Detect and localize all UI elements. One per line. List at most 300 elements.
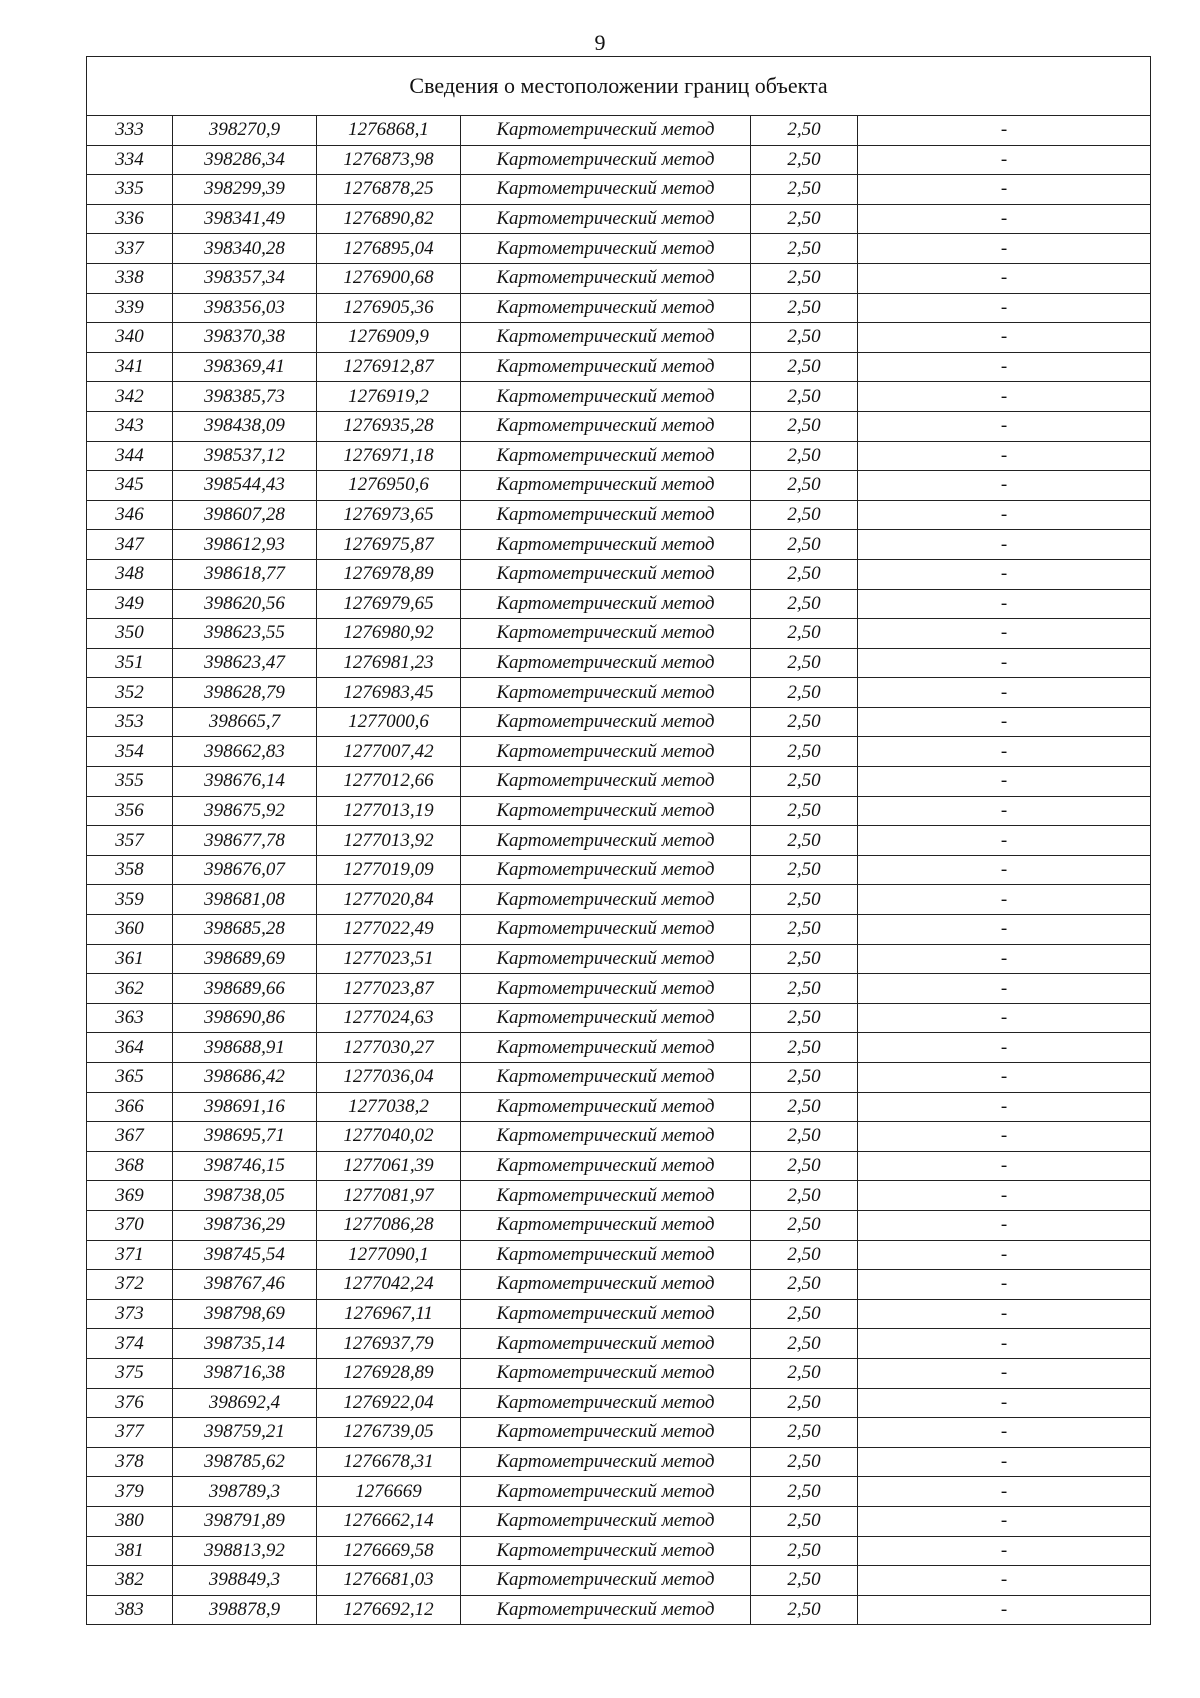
y-coordinate-cell: 1276873,98 [317, 145, 461, 175]
description-cell: - [858, 1181, 1151, 1211]
table-row [87, 1270, 1151, 1300]
method-cell: Картометрический метод [461, 1595, 751, 1625]
x-coordinate-cell: 398544,43 [173, 471, 317, 501]
x-coordinate-cell: 398791,89 [173, 1506, 317, 1536]
table-row [87, 1181, 1151, 1211]
point-number-cell: 344 [87, 441, 173, 471]
x-coordinate-cell: 398628,79 [173, 678, 317, 708]
x-coordinate-cell: 398369,41 [173, 352, 317, 382]
accuracy-cell: 2,50 [751, 1210, 858, 1240]
x-coordinate-cell: 398785,62 [173, 1447, 317, 1477]
method-cell: Картометрический метод [461, 145, 751, 175]
method-cell: Картометрический метод [461, 382, 751, 412]
point-number-cell: 333 [87, 116, 173, 146]
x-coordinate-cell: 398767,46 [173, 1270, 317, 1300]
y-coordinate-cell: 1277081,97 [317, 1181, 461, 1211]
method-cell: Картометрический метод [461, 678, 751, 708]
point-number-cell: 342 [87, 382, 173, 412]
table-row [87, 263, 1151, 293]
accuracy-cell: 2,50 [751, 796, 858, 826]
y-coordinate-cell: 1276895,04 [317, 234, 461, 264]
x-coordinate-cell: 398735,14 [173, 1329, 317, 1359]
x-coordinate-cell: 398537,12 [173, 441, 317, 471]
accuracy-cell: 2,50 [751, 116, 858, 146]
accuracy-cell: 2,50 [751, 263, 858, 293]
x-coordinate-cell: 398356,03 [173, 293, 317, 323]
y-coordinate-cell: 1276909,9 [317, 323, 461, 353]
point-number-cell: 347 [87, 530, 173, 560]
method-cell: Картометрический метод [461, 1418, 751, 1448]
y-coordinate-cell: 1276662,14 [317, 1506, 461, 1536]
y-coordinate-cell: 1277024,63 [317, 1003, 461, 1033]
y-coordinate-cell: 1277040,02 [317, 1122, 461, 1152]
point-number-cell: 361 [87, 944, 173, 974]
y-coordinate-cell: 1277061,39 [317, 1151, 461, 1181]
table-row [87, 1388, 1151, 1418]
method-cell: Картометрический метод [461, 826, 751, 856]
description-cell: - [858, 116, 1151, 146]
table-row [87, 234, 1151, 264]
table-row [87, 826, 1151, 856]
description-cell: - [858, 767, 1151, 797]
y-coordinate-cell: 1276900,68 [317, 263, 461, 293]
x-coordinate-cell: 398798,69 [173, 1299, 317, 1329]
y-coordinate-cell: 1276692,12 [317, 1595, 461, 1625]
x-coordinate-cell: 398681,08 [173, 885, 317, 915]
method-cell: Картометрический метод [461, 767, 751, 797]
description-cell: - [858, 619, 1151, 649]
accuracy-cell: 2,50 [751, 411, 858, 441]
method-cell: Картометрический метод [461, 1477, 751, 1507]
point-number-cell: 351 [87, 648, 173, 678]
description-cell: - [858, 441, 1151, 471]
description-cell: - [858, 500, 1151, 530]
method-cell: Картометрический метод [461, 589, 751, 619]
method-cell: Картометрический метод [461, 1270, 751, 1300]
accuracy-cell: 2,50 [751, 559, 858, 589]
description-cell: - [858, 323, 1151, 353]
description-cell: - [858, 352, 1151, 382]
table-row [87, 1063, 1151, 1093]
description-cell: - [858, 1536, 1151, 1566]
table-row [87, 1122, 1151, 1152]
method-cell: Картометрический метод [461, 204, 751, 234]
y-coordinate-cell: 1276739,05 [317, 1418, 461, 1448]
point-number-cell: 341 [87, 352, 173, 382]
y-coordinate-cell: 1276967,11 [317, 1299, 461, 1329]
x-coordinate-cell: 398746,15 [173, 1151, 317, 1181]
x-coordinate-cell: 398299,39 [173, 175, 317, 205]
point-number-cell: 373 [87, 1299, 173, 1329]
description-cell: - [858, 1447, 1151, 1477]
accuracy-cell: 2,50 [751, 1299, 858, 1329]
x-coordinate-cell: 398738,05 [173, 1181, 317, 1211]
y-coordinate-cell: 1276878,25 [317, 175, 461, 205]
accuracy-cell: 2,50 [751, 1033, 858, 1063]
y-coordinate-cell: 1277020,84 [317, 885, 461, 915]
point-number-cell: 340 [87, 323, 173, 353]
point-number-cell: 365 [87, 1063, 173, 1093]
method-cell: Картометрический метод [461, 411, 751, 441]
method-cell: Картометрический метод [461, 737, 751, 767]
method-cell: Картометрический метод [461, 885, 751, 915]
description-cell: - [858, 204, 1151, 234]
boundary-coordinates-table [86, 56, 1151, 1625]
point-number-cell: 354 [87, 737, 173, 767]
method-cell: Картометрический метод [461, 263, 751, 293]
y-coordinate-cell: 1277090,1 [317, 1240, 461, 1270]
description-cell: - [858, 1151, 1151, 1181]
accuracy-cell: 2,50 [751, 234, 858, 264]
point-number-cell: 378 [87, 1447, 173, 1477]
x-coordinate-cell: 398612,93 [173, 530, 317, 560]
description-cell: - [858, 1063, 1151, 1093]
x-coordinate-cell: 398286,34 [173, 145, 317, 175]
accuracy-cell: 2,50 [751, 1003, 858, 1033]
point-number-cell: 381 [87, 1536, 173, 1566]
x-coordinate-cell: 398618,77 [173, 559, 317, 589]
x-coordinate-cell: 398620,56 [173, 589, 317, 619]
y-coordinate-cell: 1277022,49 [317, 915, 461, 945]
description-cell: - [858, 1329, 1151, 1359]
method-cell: Картометрический метод [461, 1447, 751, 1477]
description-cell: - [858, 175, 1151, 205]
method-cell: Картометрический метод [461, 352, 751, 382]
x-coordinate-cell: 398690,86 [173, 1003, 317, 1033]
method-cell: Картометрический метод [461, 293, 751, 323]
table-row [87, 1536, 1151, 1566]
point-number-cell: 369 [87, 1181, 173, 1211]
table-row [87, 1151, 1151, 1181]
y-coordinate-cell: 1276912,87 [317, 352, 461, 382]
method-cell: Картометрический метод [461, 1033, 751, 1063]
description-cell: - [858, 382, 1151, 412]
y-coordinate-cell: 1277013,19 [317, 796, 461, 826]
y-coordinate-cell: 1276971,18 [317, 441, 461, 471]
point-number-cell: 362 [87, 974, 173, 1004]
y-coordinate-cell: 1277012,66 [317, 767, 461, 797]
accuracy-cell: 2,50 [751, 1151, 858, 1181]
accuracy-cell: 2,50 [751, 1506, 858, 1536]
accuracy-cell: 2,50 [751, 678, 858, 708]
table-row [87, 1003, 1151, 1033]
accuracy-cell: 2,50 [751, 1358, 858, 1388]
description-cell: - [858, 411, 1151, 441]
table-row [87, 441, 1151, 471]
point-number-cell: 350 [87, 619, 173, 649]
y-coordinate-cell: 1276919,2 [317, 382, 461, 412]
x-coordinate-cell: 398716,38 [173, 1358, 317, 1388]
y-coordinate-cell: 1276983,45 [317, 678, 461, 708]
accuracy-cell: 2,50 [751, 1329, 858, 1359]
accuracy-cell: 2,50 [751, 441, 858, 471]
x-coordinate-cell: 398813,92 [173, 1536, 317, 1566]
point-number-cell: 343 [87, 411, 173, 441]
x-coordinate-cell: 398357,34 [173, 263, 317, 293]
method-cell: Картометрический метод [461, 1358, 751, 1388]
x-coordinate-cell: 398686,42 [173, 1063, 317, 1093]
table-row [87, 1329, 1151, 1359]
y-coordinate-cell: 1276979,65 [317, 589, 461, 619]
table-row [87, 145, 1151, 175]
table-row [87, 116, 1151, 146]
y-coordinate-cell: 1276980,92 [317, 619, 461, 649]
accuracy-cell: 2,50 [751, 471, 858, 501]
method-cell: Картометрический метод [461, 944, 751, 974]
method-cell: Картометрический метод [461, 1506, 751, 1536]
table-row [87, 1210, 1151, 1240]
point-number-cell: 346 [87, 500, 173, 530]
accuracy-cell: 2,50 [751, 1092, 858, 1122]
method-cell: Картометрический метод [461, 559, 751, 589]
accuracy-cell: 2,50 [751, 974, 858, 1004]
description-cell: - [858, 1418, 1151, 1448]
accuracy-cell: 2,50 [751, 1270, 858, 1300]
description-cell: - [858, 1122, 1151, 1152]
y-coordinate-cell: 1276978,89 [317, 559, 461, 589]
description-cell: - [858, 471, 1151, 501]
accuracy-cell: 2,50 [751, 767, 858, 797]
description-cell: - [858, 530, 1151, 560]
x-coordinate-cell: 398677,78 [173, 826, 317, 856]
accuracy-cell: 2,50 [751, 648, 858, 678]
description-cell: - [858, 559, 1151, 589]
description-cell: - [858, 944, 1151, 974]
point-number-cell: 371 [87, 1240, 173, 1270]
x-coordinate-cell: 398789,3 [173, 1477, 317, 1507]
point-number-cell: 339 [87, 293, 173, 323]
y-coordinate-cell: 1276890,82 [317, 204, 461, 234]
accuracy-cell: 2,50 [751, 1063, 858, 1093]
accuracy-cell: 2,50 [751, 530, 858, 560]
description-cell: - [858, 915, 1151, 945]
method-cell: Картометрический метод [461, 1240, 751, 1270]
table-row [87, 796, 1151, 826]
method-cell: Картометрический метод [461, 1092, 751, 1122]
y-coordinate-cell: 1276669 [317, 1477, 461, 1507]
point-number-cell: 377 [87, 1418, 173, 1448]
table-row [87, 737, 1151, 767]
accuracy-cell: 2,50 [751, 944, 858, 974]
description-cell: - [858, 293, 1151, 323]
method-cell: Картометрический метод [461, 1003, 751, 1033]
y-coordinate-cell: 1276905,36 [317, 293, 461, 323]
y-coordinate-cell: 1277030,27 [317, 1033, 461, 1063]
y-coordinate-cell: 1276973,65 [317, 500, 461, 530]
method-cell: Картометрический метод [461, 648, 751, 678]
y-coordinate-cell: 1276935,28 [317, 411, 461, 441]
x-coordinate-cell: 398878,9 [173, 1595, 317, 1625]
accuracy-cell: 2,50 [751, 737, 858, 767]
description-cell: - [858, 796, 1151, 826]
method-cell: Картометрический метод [461, 1210, 751, 1240]
table-row [87, 915, 1151, 945]
method-cell: Картометрический метод [461, 1536, 751, 1566]
x-coordinate-cell: 398340,28 [173, 234, 317, 264]
table-row [87, 204, 1151, 234]
table-row [87, 767, 1151, 797]
y-coordinate-cell: 1276981,23 [317, 648, 461, 678]
point-number-cell: 349 [87, 589, 173, 619]
description-cell: - [858, 1270, 1151, 1300]
table-row [87, 648, 1151, 678]
table-row [87, 1418, 1151, 1448]
table-row [87, 678, 1151, 708]
point-number-cell: 345 [87, 471, 173, 501]
x-coordinate-cell: 398685,28 [173, 915, 317, 945]
x-coordinate-cell: 398676,07 [173, 855, 317, 885]
table-row [87, 1595, 1151, 1625]
method-cell: Картометрический метод [461, 855, 751, 885]
x-coordinate-cell: 398623,47 [173, 648, 317, 678]
description-cell: - [858, 855, 1151, 885]
y-coordinate-cell: 1277023,87 [317, 974, 461, 1004]
point-number-cell: 348 [87, 559, 173, 589]
y-coordinate-cell: 1277000,6 [317, 707, 461, 737]
y-coordinate-cell: 1276868,1 [317, 116, 461, 146]
description-cell: - [858, 974, 1151, 1004]
y-coordinate-cell: 1277036,04 [317, 1063, 461, 1093]
accuracy-cell: 2,50 [751, 352, 858, 382]
accuracy-cell: 2,50 [751, 382, 858, 412]
description-cell: - [858, 263, 1151, 293]
description-cell: - [858, 1003, 1151, 1033]
method-cell: Картометрический метод [461, 323, 751, 353]
x-coordinate-cell: 398662,83 [173, 737, 317, 767]
description-cell: - [858, 1566, 1151, 1596]
accuracy-cell: 2,50 [751, 1566, 858, 1596]
accuracy-cell: 2,50 [751, 1477, 858, 1507]
description-cell: - [858, 1240, 1151, 1270]
x-coordinate-cell: 398759,21 [173, 1418, 317, 1448]
method-cell: Картометрический метод [461, 796, 751, 826]
x-coordinate-cell: 398675,92 [173, 796, 317, 826]
x-coordinate-cell: 398385,73 [173, 382, 317, 412]
page-number: 9 [594, 30, 606, 55]
description-cell: - [858, 1506, 1151, 1536]
table-row [87, 589, 1151, 619]
description-cell: - [858, 234, 1151, 264]
accuracy-cell: 2,50 [751, 1595, 858, 1625]
method-cell: Картометрический метод [461, 707, 751, 737]
accuracy-cell: 2,50 [751, 1388, 858, 1418]
x-coordinate-cell: 398370,38 [173, 323, 317, 353]
table-row [87, 707, 1151, 737]
description-cell: - [858, 885, 1151, 915]
accuracy-cell: 2,50 [751, 1418, 858, 1448]
accuracy-cell: 2,50 [751, 707, 858, 737]
description-cell: - [858, 1092, 1151, 1122]
table-row [87, 382, 1151, 412]
x-coordinate-cell: 398745,54 [173, 1240, 317, 1270]
table-row [87, 293, 1151, 323]
description-cell: - [858, 1033, 1151, 1063]
description-cell: - [858, 707, 1151, 737]
accuracy-cell: 2,50 [751, 915, 858, 945]
x-coordinate-cell: 398438,09 [173, 411, 317, 441]
table-row [87, 1566, 1151, 1596]
y-coordinate-cell: 1277013,92 [317, 826, 461, 856]
accuracy-cell: 2,50 [751, 175, 858, 205]
table-row [87, 974, 1151, 1004]
point-number-cell: 382 [87, 1566, 173, 1596]
x-coordinate-cell: 398849,3 [173, 1566, 317, 1596]
table-row [87, 885, 1151, 915]
accuracy-cell: 2,50 [751, 145, 858, 175]
table-row [87, 1506, 1151, 1536]
method-cell: Картометрический метод [461, 1151, 751, 1181]
x-coordinate-cell: 398688,91 [173, 1033, 317, 1063]
accuracy-cell: 2,50 [751, 885, 858, 915]
description-cell: - [858, 1477, 1151, 1507]
method-cell: Картометрический метод [461, 1566, 751, 1596]
point-number-cell: 368 [87, 1151, 173, 1181]
point-number-cell: 379 [87, 1477, 173, 1507]
accuracy-cell: 2,50 [751, 619, 858, 649]
y-coordinate-cell: 1277042,24 [317, 1270, 461, 1300]
x-coordinate-cell: 398689,66 [173, 974, 317, 1004]
y-coordinate-cell: 1277019,09 [317, 855, 461, 885]
method-cell: Картометрический метод [461, 619, 751, 649]
table-title-row [87, 57, 1151, 116]
x-coordinate-cell: 398695,71 [173, 1122, 317, 1152]
description-cell: - [858, 1358, 1151, 1388]
x-coordinate-cell: 398665,7 [173, 707, 317, 737]
description-cell: - [858, 737, 1151, 767]
accuracy-cell: 2,50 [751, 589, 858, 619]
y-coordinate-cell: 1277038,2 [317, 1092, 461, 1122]
description-cell: - [858, 145, 1151, 175]
point-number-cell: 380 [87, 1506, 173, 1536]
table-row [87, 559, 1151, 589]
point-number-cell: 370 [87, 1210, 173, 1240]
method-cell: Картометрический метод [461, 1181, 751, 1211]
y-coordinate-cell: 1277023,51 [317, 944, 461, 974]
point-number-cell: 364 [87, 1033, 173, 1063]
point-number-cell: 367 [87, 1122, 173, 1152]
table-row [87, 1477, 1151, 1507]
description-cell: - [858, 1210, 1151, 1240]
y-coordinate-cell: 1276669,58 [317, 1536, 461, 1566]
accuracy-cell: 2,50 [751, 1122, 858, 1152]
accuracy-cell: 2,50 [751, 1536, 858, 1566]
point-number-cell: 337 [87, 234, 173, 264]
x-coordinate-cell: 398341,49 [173, 204, 317, 234]
y-coordinate-cell: 1276681,03 [317, 1566, 461, 1596]
table-row [87, 1447, 1151, 1477]
y-coordinate-cell: 1276950,6 [317, 471, 461, 501]
accuracy-cell: 2,50 [751, 500, 858, 530]
method-cell: Картометрический метод [461, 1122, 751, 1152]
x-coordinate-cell: 398689,69 [173, 944, 317, 974]
point-number-cell: 374 [87, 1329, 173, 1359]
table-row [87, 323, 1151, 353]
description-cell: - [858, 826, 1151, 856]
accuracy-cell: 2,50 [751, 826, 858, 856]
point-number-cell: 336 [87, 204, 173, 234]
point-number-cell: 375 [87, 1358, 173, 1388]
x-coordinate-cell: 398676,14 [173, 767, 317, 797]
table-row [87, 1033, 1151, 1063]
y-coordinate-cell: 1276937,79 [317, 1329, 461, 1359]
x-coordinate-cell: 398607,28 [173, 500, 317, 530]
method-cell: Картометрический метод [461, 1388, 751, 1418]
point-number-cell: 358 [87, 855, 173, 885]
table-row [87, 352, 1151, 382]
accuracy-cell: 2,50 [751, 204, 858, 234]
x-coordinate-cell: 398691,16 [173, 1092, 317, 1122]
method-cell: Картометрический метод [461, 234, 751, 264]
